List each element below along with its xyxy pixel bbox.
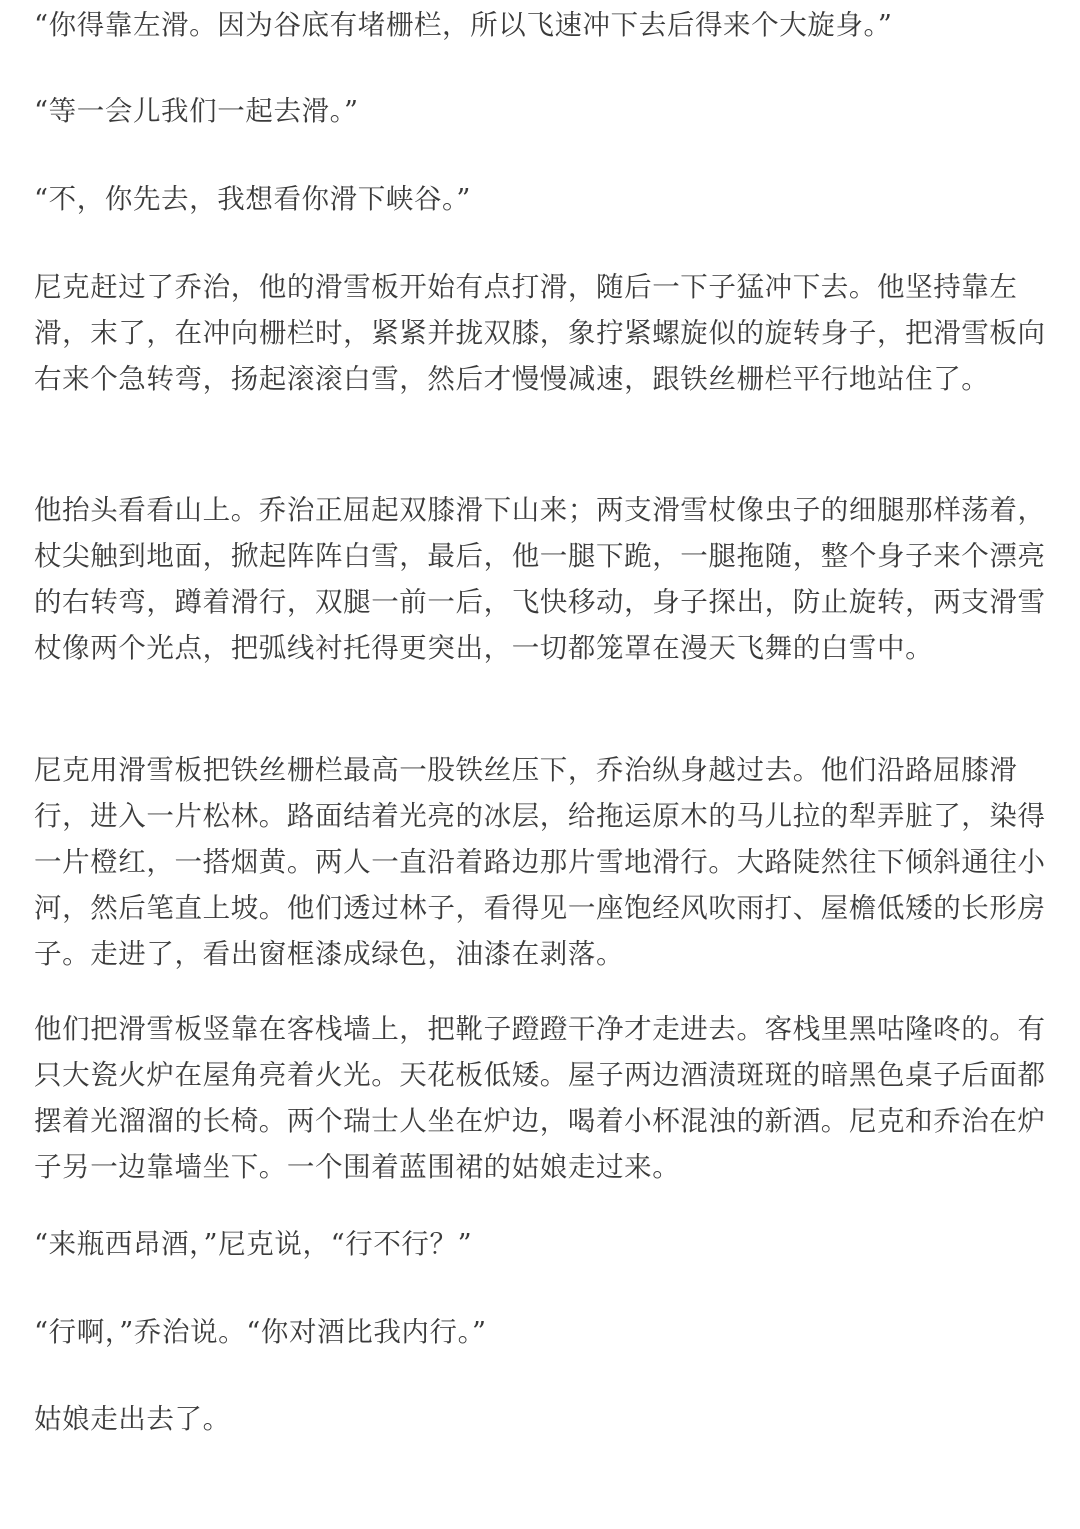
paragraph-8: “来瓶西昂酒，”尼克说，“行不行？” xyxy=(34,1228,473,1260)
paragraph-6: 尼克用滑雪板把铁丝栅栏最高一股铁丝压下，乔治纵身越过去。他们沿路屈膝滑行，进入一片松林。路面结着光亮的冰层，给拖运原木的马儿拉的犁弄脏了，染得一片橙红，一搭烟黄。两人一直沿着路边那片雪地滑行。大路陡然往下倾斜通往小河，然后笔直上坡。他们透过林子，看得见一座饱经风吹雨打、屋檐低矮的长形房子。走进了，看出窗框漆成绿色，油漆在剥落。 xyxy=(34,754,1046,970)
paragraph-2: “等一会儿我们一起去滑。” xyxy=(34,95,359,127)
paragraph-10: 姑娘走出去了。 xyxy=(34,1403,231,1435)
paragraph-7: 他们把滑雪板竖靠在客栈墙上，把靴子蹬蹬干净才走进去。客栈里黑咕隆咚的。有只大瓷火炉在屋角亮着火光。天花板低矮。屋子两边酒渍斑斑的暗黑色桌子后面都摆着光溜溜的长椅。两个瑞士人坐在炉边，喝着小杯混浊的新酒。尼克和乔治在炉子另一边靠墙坐下。一个围着蓝围裙的姑娘走过来。 xyxy=(34,1013,1046,1183)
paragraph-1: “你得靠左滑。因为谷底有堵栅栏，所以飞速冲下去后得来个大旋身。” xyxy=(34,9,893,41)
paragraph-5: 他抬头看看山上。乔治正屈起双膝滑下山来；两支滑雪杖像虫子的细腿那样荡着，杖尖触到地面，掀起阵阵白雪，最后，他一腿下跪，一腿拖随，整个身子来个漂亮的右转弯，蹲着滑行，双腿一前一后，飞快移动，身子探出，防止旋转，两支滑雪杖像两个光点，把弧线衬托得更突出，一切都笼罩在漫天飞舞的白雪中。 xyxy=(34,494,1046,664)
paragraph-9: “行啊，”乔治说。“你对酒比我内行。” xyxy=(34,1316,487,1348)
paragraph-4: 尼克赶过了乔治，他的滑雪板开始有点打滑，随后一下子猛冲下去。他坚持靠左滑，末了，在冲向栅栏时，紧紧并拢双膝，象拧紧螺旋似的旋转身子，把滑雪板向右来个急转弯，扬起滚滚白雪，然后才慢慢减速，跟铁丝栅栏平行地站住了。 xyxy=(34,271,1046,395)
paragraph-3: “不，你先去，我想看你滑下峡谷。” xyxy=(34,183,472,215)
